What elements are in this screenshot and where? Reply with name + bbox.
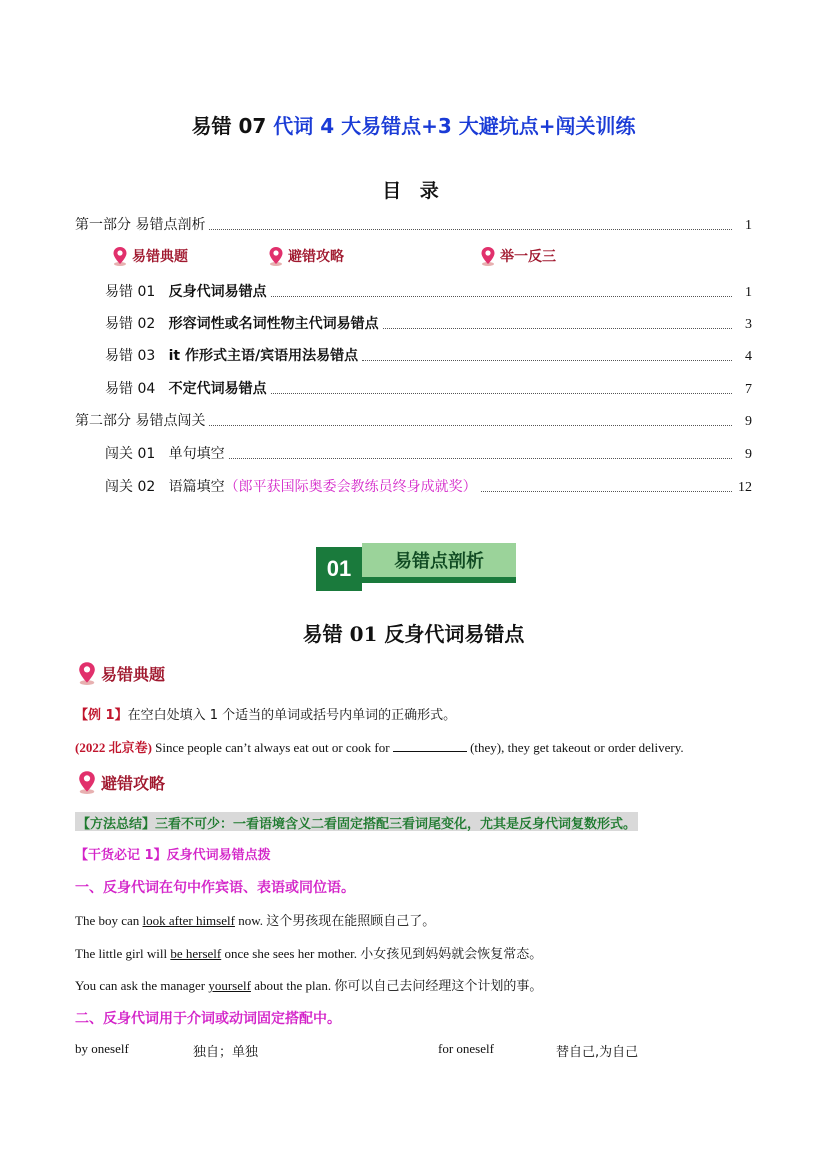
banner-number: 01 [316, 547, 362, 591]
document-title [0, 110, 827, 139]
location-pin-icon [480, 246, 496, 266]
phrase-cn: 替自己,为自己 [556, 1045, 639, 1060]
toc-entry-item4[interactable] [105, 378, 752, 398]
ganhuo-tag: 【干货必记 1】 [75, 848, 167, 863]
toc-num: 易错 02 [105, 316, 156, 332]
heading-gonglue [77, 770, 165, 794]
example-question [75, 737, 684, 756]
sentence-text: once she sees her mother. [221, 946, 361, 961]
location-pin-icon [77, 661, 97, 685]
example-tag: 【例 1】 [75, 708, 128, 723]
question-pre: Since people can’t always eat out or cook for [155, 740, 390, 755]
sentence-text: You can ask the manager [75, 978, 209, 993]
toc-page: 12 [738, 480, 752, 495]
toc-entry-item3[interactable] [105, 345, 752, 365]
banner-label: 易错点剖析 [362, 543, 516, 583]
sentence-text: The boy can [75, 913, 143, 928]
example-instruction [75, 704, 456, 723]
toc-page: 3 [745, 317, 752, 332]
phrase-cn: 独自；单独 [193, 1045, 259, 1060]
location-pin-icon [77, 770, 97, 794]
toc-text: 不定代词易错点 [168, 381, 267, 397]
tag-dianti [112, 246, 268, 266]
toc-page: 9 [745, 414, 752, 429]
toc-leader [229, 458, 732, 459]
toc-text: 单句填空 [168, 446, 225, 462]
translation: 小女孩见到妈妈就会恢复常态。 [360, 947, 543, 962]
toc-text: 反身代词易错点 [168, 284, 267, 300]
toc-label: 第一部分 易错点剖析 [75, 217, 206, 233]
toc-num: 闯关 02 [105, 479, 156, 495]
tag-label: 避错攻略 [288, 249, 344, 265]
toc-num: 易错 04 [105, 381, 156, 397]
toc-label: 第二部分 易错点闯关 [75, 413, 206, 429]
toc-leader [362, 360, 732, 361]
point-one: 一、反身代词在句中作宾语、表语或同位语。 [75, 880, 355, 896]
section-banner [316, 543, 516, 591]
phrase-en: for oneself [438, 1041, 494, 1056]
toc-num: 闯关 01 [105, 446, 156, 462]
tag-gonglue [268, 246, 480, 266]
toc-entry-item2[interactable] [105, 313, 752, 333]
location-pin-icon [268, 246, 284, 266]
example-sentence-2 [75, 943, 542, 962]
toc-num: 易错 01 [105, 284, 156, 300]
toc-page: 7 [745, 382, 752, 397]
example-text: 在空白处填入 1 个适当的单词或括号内单词的正确形式。 [127, 708, 457, 723]
toc-leader [209, 229, 732, 230]
section-title: 易错 01 反身代词易错点 [302, 622, 525, 646]
ganhuo-text: 反身代词易错点拨 [166, 848, 271, 863]
toc-tags [112, 246, 556, 266]
toc-page: 1 [745, 218, 752, 233]
title-main: 代词 4 大易错点+3 大避坑点+闯关训练 [273, 114, 636, 138]
heading-label: 避错攻略 [101, 773, 166, 793]
location-pin-icon [112, 246, 128, 266]
toc-leader [271, 393, 732, 394]
toc-text: 形容词性或名词性物主代词易错点 [168, 316, 379, 332]
question-post: (they), they get takeout or order delivery. [470, 740, 684, 755]
answer-blank[interactable] [393, 740, 467, 752]
method-summary: 【方法总结】三看不可少：一看语境含义二看固定搭配三看词尾变化，尤其是反身代词复数形式。 [75, 812, 638, 831]
tag-label: 举一反三 [500, 249, 556, 265]
toc-entry-item1[interactable] [105, 281, 752, 301]
toc-text: it 作形式主语/宾语用法易错点 [168, 348, 359, 364]
sentence-text: now. [234, 913, 267, 928]
tag-label: 易错典题 [132, 249, 188, 265]
translation: 这个男孩现在能照顾自己了。 [266, 914, 436, 929]
heading-label: 易错典题 [101, 664, 166, 684]
underlined-phrase: be herself [170, 946, 222, 961]
example-sentence-3 [75, 975, 542, 994]
toc-entry-level1[interactable] [105, 443, 752, 463]
tag-fansan [480, 246, 556, 266]
toc-entry-level2[interactable] [105, 476, 752, 496]
toc-entry-part2[interactable] [75, 410, 752, 430]
underlined-phrase: look after himself [142, 913, 235, 928]
ganhuo-heading [75, 844, 271, 863]
example-sentence-1 [75, 910, 435, 929]
toc-text: 语篇填空 [168, 479, 225, 495]
title-prefix: 易错 07 [191, 114, 267, 138]
toc-page: 9 [745, 447, 752, 462]
toc-extra: （郎平获国际奥委会教练员终身成就奖） [224, 479, 477, 495]
toc-num: 易错 03 [105, 348, 156, 364]
translation: 你可以自己去问经理这个计划的事。 [334, 979, 543, 994]
question-source: (2022 北京卷) [75, 740, 152, 755]
sentence-text: about the plan. [250, 978, 335, 993]
underlined-phrase: yourself [208, 978, 251, 993]
toc-leader [481, 491, 732, 492]
point-two: 二、反身代词用于介词或动词固定搭配中。 [75, 1011, 341, 1027]
phrase-en: by oneself [75, 1041, 129, 1056]
toc-leader [271, 296, 732, 297]
heading-dianti [77, 661, 165, 685]
toc-entry-part1[interactable] [75, 214, 752, 234]
toc-heading: 目 录 [382, 180, 445, 202]
toc-page: 1 [745, 285, 752, 300]
sentence-text: The little girl will [75, 946, 171, 961]
toc-leader [209, 425, 732, 426]
toc-page: 4 [745, 349, 752, 364]
toc-leader [383, 328, 732, 329]
